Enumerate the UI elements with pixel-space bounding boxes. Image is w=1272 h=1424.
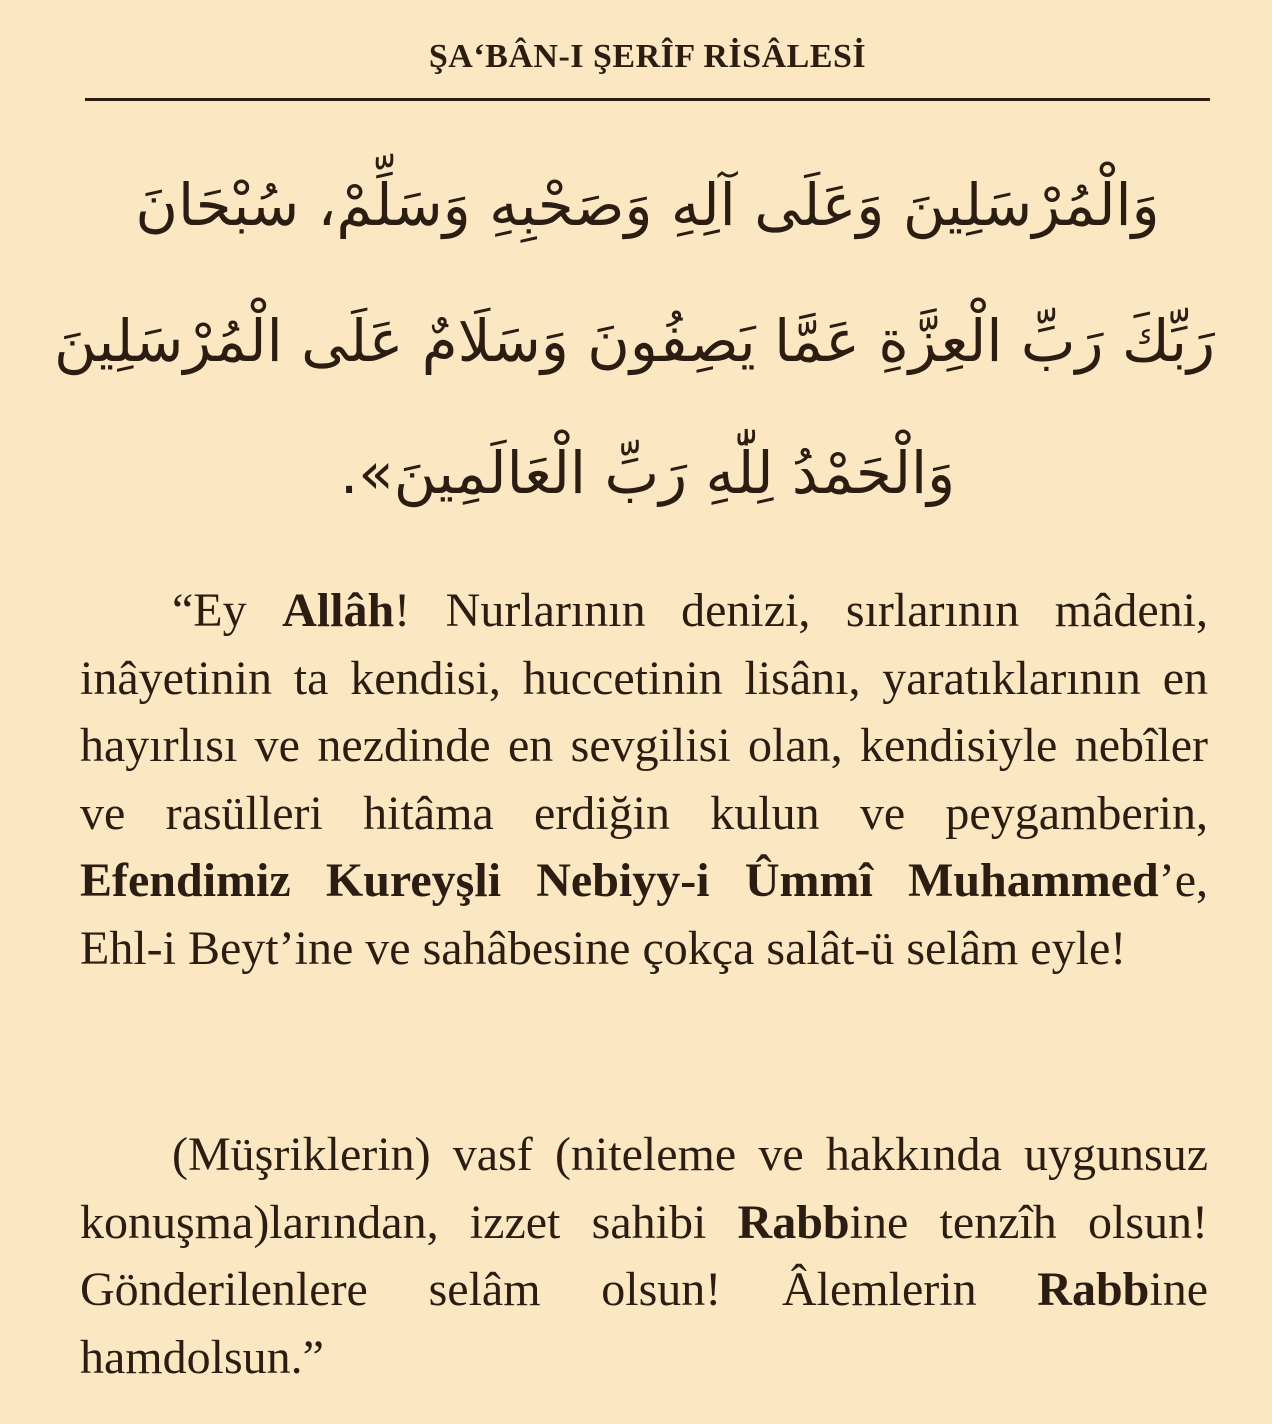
p2-bold-rabb-1: Rabb [737,1195,850,1249]
p1-text-3: ’e, Ehl-i Beyt’ine ve sahâbesine çokça salât-ü selâm eyle! [80,854,1208,975]
p1-bold-allah: Allâh [282,584,395,637]
p2-text-1: (Müşriklerin) vasf (niteleme ve hakkında uygunsuz konuşma)larından, izzet sahibi [80,1128,1208,1249]
p2-text-2: ine tenzîh olsun! Gönderilenlere selâm olsun! Âlemlerin [80,1195,1209,1316]
arabic-line-1: وَالْمُرْسَلِينَ وَعَلَى آلِهِ وَصَحْبِهِ وَسَلِّمْ، سُبْحَانَ [135,171,1160,239]
p1-text-2: ! Nurlarının denizi, sırlarının mâdeni, inâyetinin ta kendisi, huccetinin lisânı, yaratıklarının en hayırlısı ve nezdinde en sevgilisi olan, kendisiyle nebîler ve rasülleri hitâma erdiğin kulun ve peygamberin, [80,584,1208,840]
paragraph-2 [80,1121,1208,1391]
arabic-line-3: وَالْحَمْدُ لِلّٰهِ رَبِّ الْعَالَمِينَ». [339,439,956,507]
page-header-title: ŞA‘BÂN-I ŞERÎF RİSÂLESİ [428,38,867,75]
p1-bold-name: Efendimiz Kureyşli Nebiyy-i Ûmmî Muhammed [80,854,1159,907]
arabic-line-2: رَبِّكَ رَبِّ الْعِزَّةِ عَمَّا يَصِفُونَ وَسَلَامٌ عَلَى الْمُرْسَلِينَ [53,307,1215,375]
p1-text-1: “Ey [172,584,283,637]
header-rule [85,98,1210,101]
paragraph-1 [80,577,1208,982]
p2-text-3: ine hamdolsun.” [80,1263,1208,1384]
p2-bold-rabb-2: Rabb [1037,1263,1150,1316]
